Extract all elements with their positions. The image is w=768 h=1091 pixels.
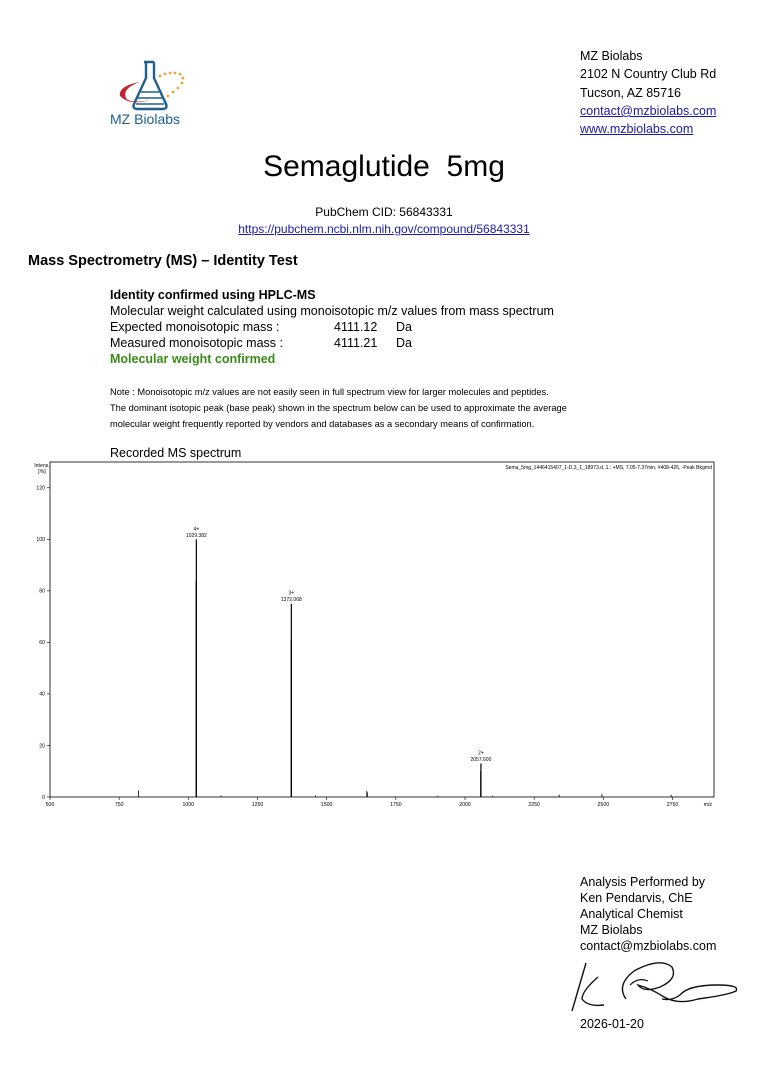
peak-mz-label: 1372.068 [280,597,302,604]
company-city: Tucson, AZ 85716 [580,85,681,100]
identity-description: Molecular weight calculated using monoisotopic m/z values from mass spectrum [110,304,554,318]
logo-text: MZ Biolabs [110,111,181,127]
note-line: Note : Monoisotopic m/z values are not easily seen in full spectrum view for larger molecules and peptides. [110,387,549,397]
expected-mass-value: 4111.12 [334,320,378,334]
analyst-role: Analytical Chemist [580,907,683,921]
expected-mass-unit: Da [396,320,412,334]
peak-mz-label: 1029.382 [185,532,207,539]
spectrum-label: Recorded MS spectrum [110,446,242,460]
x-tick-label: 500 [45,802,55,808]
company-address [580,47,716,138]
measured-mass-row [110,335,554,351]
x-tick-label: 2000 [459,802,471,808]
handwritten-signature [568,955,743,1015]
measured-mass-unit: Da [396,336,412,350]
x-tick-label: 1250 [251,802,264,808]
peak-charge-label: 4+ [193,526,200,533]
y-tick-label: 80 [39,588,45,595]
note-line: molecular weight frequently reported by vendors and databases as a secondary means of confirmation. [110,419,535,429]
x-tick-label: 1500 [320,802,333,808]
measured-mass-label: Measured monoisotopic mass : [110,336,283,350]
x-tick-label: 2500 [597,802,610,808]
y-tick-label: 20 [39,743,45,750]
x-tick-label: 1750 [390,802,402,808]
x-tick-label: 750 [114,802,124,808]
pubchem-cid: PubChem CID: 56843331 [315,205,453,219]
identity-block [110,287,554,367]
company-website-link[interactable]: www.mzbiolabs.com [580,122,694,137]
company-email-link[interactable]: contact@mzbiolabs.com [580,103,717,118]
chart-header: Sema_5mg_1446415407_1-D,3_1_18973.d, 1.: +MS, 7.05-7.37min, #408-426, -Peak Bkgrnd [505,465,712,471]
plot-frame [50,462,714,797]
x-axis-label: m/z [703,802,712,808]
y-tick-label: 120 [36,485,45,492]
peak-mz-label: 2057.600 [470,757,492,763]
company-street: 2102 N Country Club Rd [580,67,717,82]
analyst-heading: Analysis Performed by [580,875,706,889]
note-line: The dominant isotopic peak (base peak) shown in the spectrum below can be used to approximate the average [110,403,567,413]
identity-method: Identity confirmed using HPLC-MS [110,288,316,302]
result-text: Molecular weight confirmed [110,352,276,366]
y-tick-label: 100 [36,537,45,544]
measured-mass-value: 4111.21 [334,336,378,350]
analyst-email: contact@mzbiolabs.com [580,939,717,953]
expected-mass-label: Expected monoisotopic mass : [110,320,280,334]
analyst-block [580,874,716,954]
ms-spectrum-chart [26,460,718,810]
company-name: MZ Biolabs [580,49,643,63]
analyst-name: Ken Pendarvis, ChE [580,891,693,905]
document-title: Semaglutide 5mg [263,150,505,183]
x-tick-label: 2750 [666,802,679,808]
pubchem-link[interactable]: https://pubchem.ncbi.nlm.nih.gov/compound/56843331 [238,222,530,236]
y-axis-label: Intens. [34,463,50,469]
peak-charge-label: 3+ [288,590,295,597]
y-axis-unit: [%] [38,469,46,475]
analyst-company: MZ Biolabs [580,923,643,937]
y-tick-label: 0 [42,794,45,801]
x-tick-label: 2250 [528,802,540,808]
signature-date: 2026-01-20 [580,1017,644,1031]
section-heading: Mass Spectrometry (MS) – Identity Test [28,253,298,269]
y-tick-label: 60 [39,640,45,647]
x-tick-label: 1000 [182,802,195,808]
y-tick-label: 40 [39,691,45,698]
note-block [110,384,670,432]
expected-mass-row [110,319,554,335]
peak-charge-label: 2+ [478,750,484,757]
